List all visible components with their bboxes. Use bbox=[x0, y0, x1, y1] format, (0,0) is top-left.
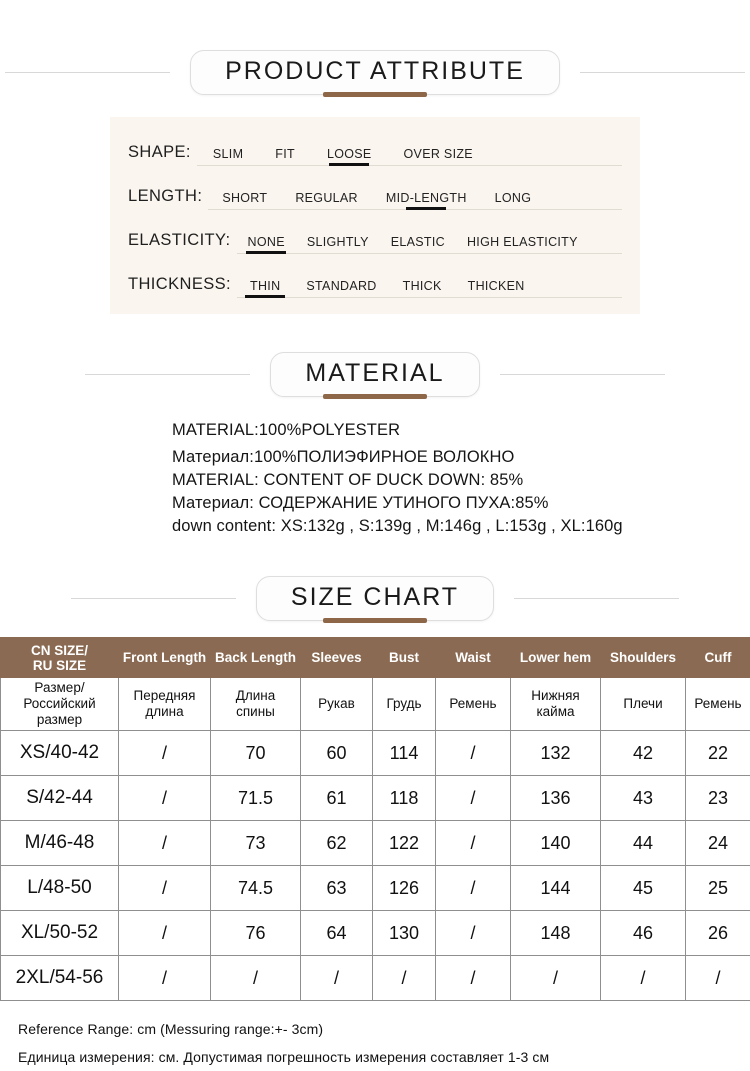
cell-front-length: / bbox=[119, 866, 211, 911]
table-header-cn-ru-size bbox=[1, 638, 119, 678]
cell-back-length: 71.5 bbox=[211, 776, 301, 821]
cell-cuff: 22 bbox=[686, 731, 750, 776]
cell-bust: 122 bbox=[373, 821, 436, 866]
cell-size: L/48-50 bbox=[1, 866, 119, 911]
accent-underline bbox=[323, 394, 427, 399]
attribute-label-elasticity: ELASTICITY: bbox=[128, 231, 231, 254]
cell-waist: / bbox=[436, 956, 511, 1001]
cell-cuff: 26 bbox=[686, 911, 750, 956]
ru-hem-line-1: Нижняя bbox=[512, 688, 599, 704]
cell-shoulders: / bbox=[601, 956, 686, 1001]
cell-bust: / bbox=[373, 956, 436, 1001]
table-row bbox=[1, 821, 750, 866]
cell-front-length: / bbox=[119, 911, 211, 956]
table-header-bust: Bust bbox=[373, 638, 436, 678]
attribute-label-thickness: THICKNESS: bbox=[128, 275, 231, 298]
cell-back-length: 73 bbox=[211, 821, 301, 866]
section-header-product-attribute bbox=[0, 50, 750, 95]
table-row bbox=[1, 776, 750, 821]
attribute-label-length: LENGTH: bbox=[128, 187, 202, 210]
cell-cuff: 24 bbox=[686, 821, 750, 866]
cell-shoulders: 42 bbox=[601, 731, 686, 776]
cell-lower-hem: 132 bbox=[511, 731, 601, 776]
divider-line-left bbox=[85, 374, 250, 375]
cell-size: M/46-48 bbox=[1, 821, 119, 866]
ru-line-3: размер bbox=[2, 712, 117, 728]
cell-sleeves: 63 bbox=[301, 866, 373, 911]
attribute-row-elasticity bbox=[128, 221, 622, 254]
attribute-option-thin[interactable]: THIN bbox=[237, 280, 293, 298]
table-header-ru-cn-ru-size bbox=[1, 678, 119, 731]
section-title-size-chart: SIZE CHART bbox=[291, 585, 459, 610]
cell-size: S/42-44 bbox=[1, 776, 119, 821]
attribute-option-elastic[interactable]: ELASTIC bbox=[380, 236, 456, 254]
accent-underline bbox=[323, 618, 427, 623]
cell-bust: 126 bbox=[373, 866, 436, 911]
table-row bbox=[1, 956, 750, 1001]
cell-shoulders: 44 bbox=[601, 821, 686, 866]
cell-front-length: / bbox=[119, 776, 211, 821]
attribute-options-length bbox=[208, 192, 622, 211]
attribute-option-regular[interactable]: REGULAR bbox=[281, 192, 372, 210]
material-line-duck-down-ru: Материал: СОДЕРЖАНИЕ УТИНОГО ПУХА:85% bbox=[172, 492, 750, 515]
ru-front-line-1: Передняя bbox=[120, 688, 209, 704]
cell-back-length: 74.5 bbox=[211, 866, 301, 911]
table-header-lower-hem: Lower hem bbox=[511, 638, 601, 678]
attribute-option-slim[interactable]: SLIM bbox=[197, 148, 259, 166]
table-row bbox=[1, 866, 750, 911]
cell-cuff: / bbox=[686, 956, 750, 1001]
cell-sleeves: 64 bbox=[301, 911, 373, 956]
ru-back-line-2: спины bbox=[212, 704, 299, 720]
cell-lower-hem: 148 bbox=[511, 911, 601, 956]
cell-shoulders: 43 bbox=[601, 776, 686, 821]
accent-underline bbox=[323, 92, 427, 97]
attribute-option-thicken[interactable]: THICKEN bbox=[455, 280, 538, 298]
cell-front-length: / bbox=[119, 731, 211, 776]
cell-lower-hem: 144 bbox=[511, 866, 601, 911]
material-line-duck-down-en: MATERIAL: CONTENT OF DUCK DOWN: 85% bbox=[172, 469, 750, 492]
table-header-waist: Waist bbox=[436, 638, 511, 678]
ru-hem-line-2: кайма bbox=[512, 704, 599, 720]
ru-back-line-1: Длина bbox=[212, 688, 299, 704]
attribute-panel bbox=[110, 117, 640, 314]
table-header-back-length: Back Length bbox=[211, 638, 301, 678]
attribute-option-long[interactable]: LONG bbox=[481, 192, 546, 210]
cell-cuff: 23 bbox=[686, 776, 750, 821]
cell-sleeves: 61 bbox=[301, 776, 373, 821]
cell-lower-hem: / bbox=[511, 956, 601, 1001]
table-row bbox=[1, 911, 750, 956]
cell-size: 2XL/54-56 bbox=[1, 956, 119, 1001]
material-line-down-content: down content: XS:132g , S:139g , M:146g , L:153g , XL:160g bbox=[172, 515, 750, 538]
cell-back-length: / bbox=[211, 956, 301, 1001]
attribute-row-shape bbox=[128, 133, 622, 166]
section-pill-size-chart bbox=[256, 576, 494, 621]
section-pill-product-attribute bbox=[190, 50, 560, 95]
cell-size: XS/40-42 bbox=[1, 731, 119, 776]
attribute-option-mid-length[interactable]: MID-LENGTH bbox=[372, 192, 481, 210]
attribute-options-shape bbox=[197, 148, 622, 167]
cell-waist: / bbox=[436, 911, 511, 956]
table-header-row-en bbox=[1, 638, 750, 678]
table-row bbox=[1, 731, 750, 776]
table-header-row-ru bbox=[1, 678, 750, 731]
cell-shoulders: 45 bbox=[601, 866, 686, 911]
attribute-option-thick[interactable]: THICK bbox=[390, 280, 455, 298]
attribute-option-fit[interactable]: FIT bbox=[259, 148, 311, 166]
cell-waist: / bbox=[436, 866, 511, 911]
cell-sleeves: / bbox=[301, 956, 373, 1001]
material-line-polyester-en: MATERIAL:100%POLYESTER bbox=[172, 419, 750, 442]
table-header-shoulders: Shoulders bbox=[601, 638, 686, 678]
header-line-cn-size: CN SIZE/ bbox=[2, 643, 117, 658]
table-header-ru-waist: Ремень bbox=[436, 678, 511, 731]
attribute-option-none[interactable]: NONE bbox=[237, 236, 296, 254]
size-chart-table bbox=[0, 637, 750, 1001]
cell-bust: 118 bbox=[373, 776, 436, 821]
attribute-options-thickness bbox=[237, 280, 622, 299]
ru-line-1: Размер/ bbox=[2, 680, 117, 696]
note-reference-range-ru: Единица измерения: см. Допустимая погрешность измерения составляет 1-3 см bbox=[18, 1043, 750, 1071]
cell-waist: / bbox=[436, 731, 511, 776]
cell-sleeves: 62 bbox=[301, 821, 373, 866]
divider-line-right bbox=[514, 598, 679, 599]
table-header-ru-sleeves: Рукав bbox=[301, 678, 373, 731]
cell-sleeves: 60 bbox=[301, 731, 373, 776]
table-header-ru-shoulders: Плечи bbox=[601, 678, 686, 731]
cell-front-length: / bbox=[119, 821, 211, 866]
ru-front-line-2: длина bbox=[120, 704, 209, 720]
table-header-ru-bust: Грудь bbox=[373, 678, 436, 731]
cell-waist: / bbox=[436, 821, 511, 866]
divider-line-right bbox=[500, 374, 665, 375]
cell-bust: 130 bbox=[373, 911, 436, 956]
attribute-option-high-elasticity[interactable]: HIGH ELASTICITY bbox=[456, 236, 589, 254]
cell-front-length: / bbox=[119, 956, 211, 1001]
table-header-ru-cuff: Ремень bbox=[686, 678, 750, 731]
material-info-block bbox=[0, 419, 750, 538]
cell-bust: 114 bbox=[373, 731, 436, 776]
cell-size: XL/50-52 bbox=[1, 911, 119, 956]
divider-line-left bbox=[71, 598, 236, 599]
table-header-ru-lower-hem bbox=[511, 678, 601, 731]
divider-line-right bbox=[580, 72, 745, 73]
cell-lower-hem: 136 bbox=[511, 776, 601, 821]
attribute-label-shape: SHAPE: bbox=[128, 143, 191, 166]
attribute-row-length bbox=[128, 177, 622, 210]
divider-line-left bbox=[5, 72, 170, 73]
attribute-option-over-size[interactable]: OVER SIZE bbox=[388, 148, 489, 166]
section-title-product-attribute: PRODUCT ATTRIBUTE bbox=[225, 59, 525, 84]
note-reference-range-en: Reference Range: cm (Messuring range:+- 3cm) bbox=[18, 1015, 750, 1043]
size-chart-table-wrapper bbox=[0, 637, 750, 1001]
table-header-sleeves: Sleeves bbox=[301, 638, 373, 678]
cell-cuff: 25 bbox=[686, 866, 750, 911]
attribute-options-elasticity bbox=[237, 236, 622, 255]
attribute-row-thickness bbox=[128, 265, 622, 298]
cell-shoulders: 46 bbox=[601, 911, 686, 956]
cell-back-length: 70 bbox=[211, 731, 301, 776]
table-header-ru-back-length bbox=[211, 678, 301, 731]
section-title-material: MATERIAL bbox=[305, 361, 444, 386]
attribute-option-slightly[interactable]: SLIGHTLY bbox=[296, 236, 380, 254]
table-header-ru-front-length bbox=[119, 678, 211, 731]
attribute-option-standard[interactable]: STANDARD bbox=[293, 280, 389, 298]
attribute-option-loose[interactable]: LOOSE bbox=[311, 148, 388, 166]
cell-back-length: 76 bbox=[211, 911, 301, 956]
measurement-notes bbox=[0, 1001, 750, 1071]
ru-line-2: Российский bbox=[2, 696, 117, 712]
section-header-size-chart bbox=[0, 576, 750, 621]
cell-waist: / bbox=[436, 776, 511, 821]
material-line-polyester-ru: Материал:100%ПОЛИЭФИРНОЕ ВОЛОКНО bbox=[172, 446, 750, 469]
header-line-ru-size: RU SIZE bbox=[2, 658, 117, 673]
cell-lower-hem: 140 bbox=[511, 821, 601, 866]
section-pill-material bbox=[270, 352, 479, 397]
attribute-option-short[interactable]: SHORT bbox=[208, 192, 281, 210]
section-header-material bbox=[0, 352, 750, 397]
table-header-front-length: Front Length bbox=[119, 638, 211, 678]
table-header-cuff: Cuff bbox=[686, 638, 750, 678]
